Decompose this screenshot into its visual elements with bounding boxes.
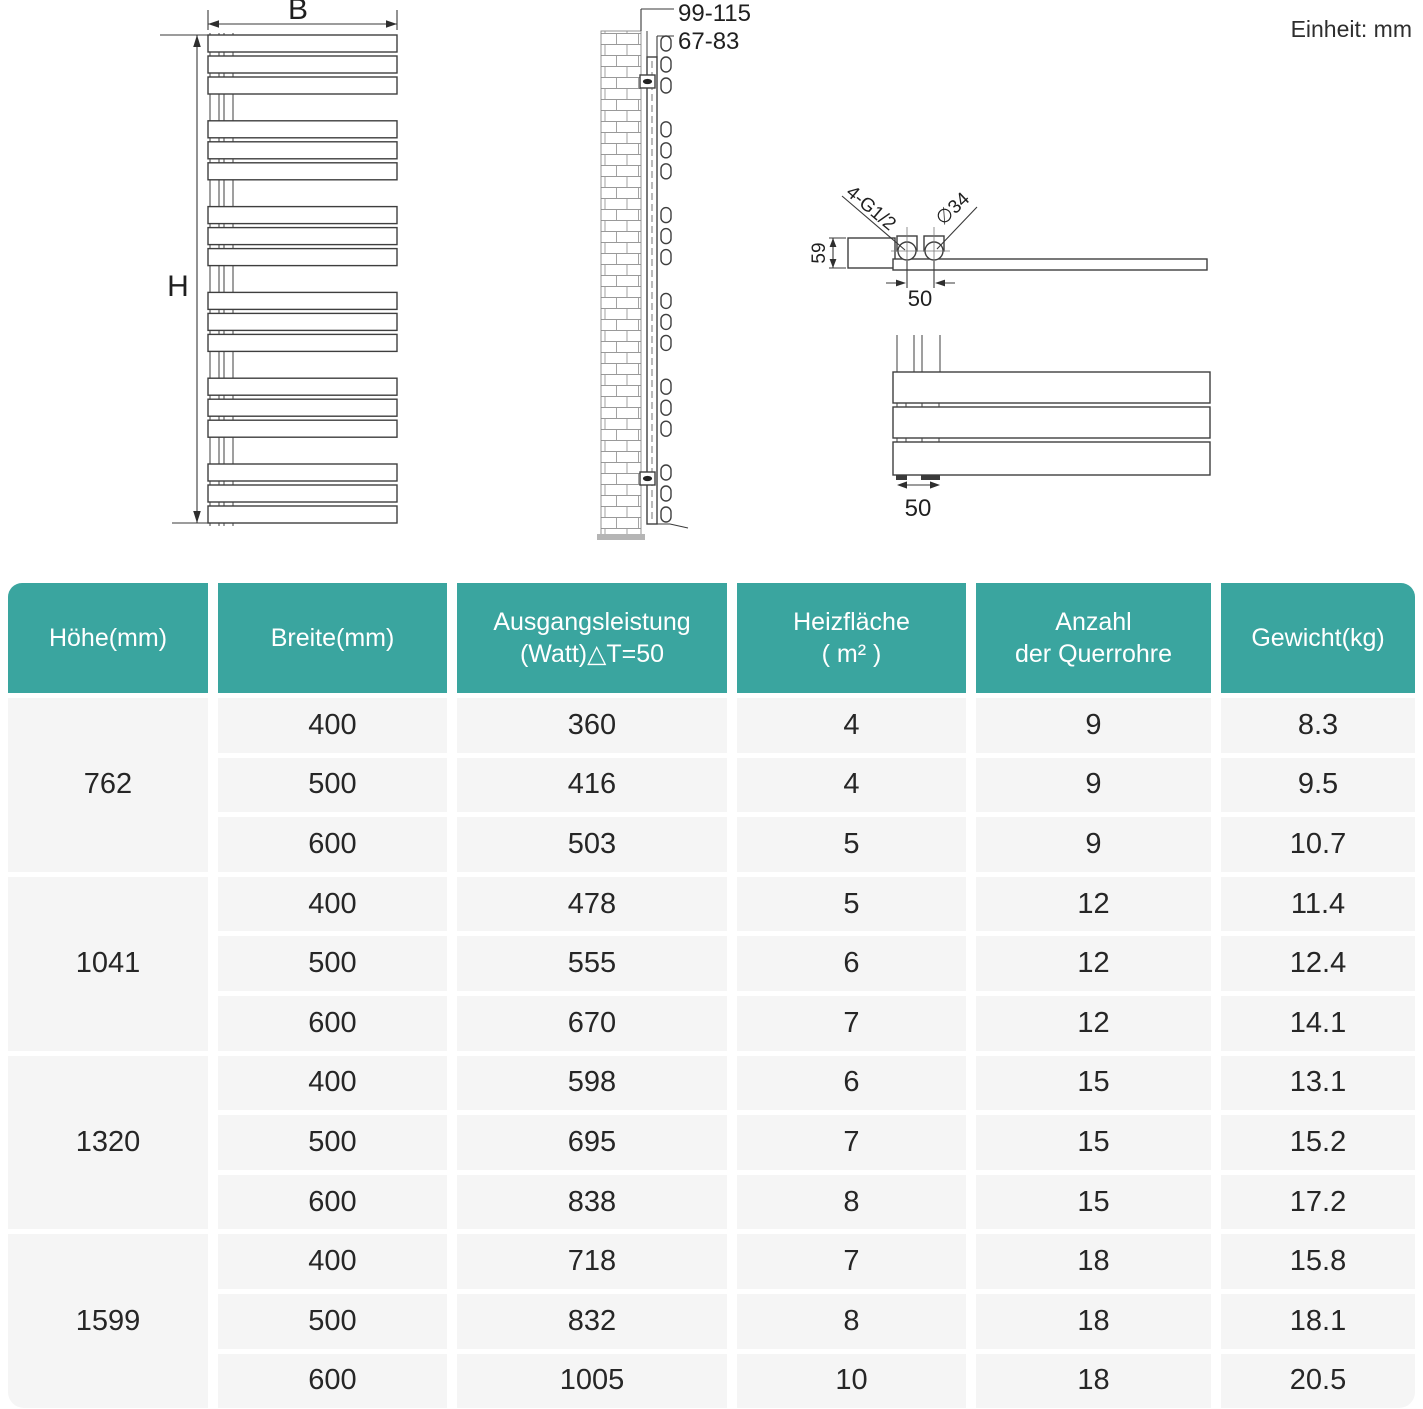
cell-querrohre: 18 — [976, 1354, 1211, 1409]
header-gewicht: Gewicht(kg) — [1221, 583, 1415, 693]
front-bar — [208, 485, 397, 502]
cell-gewicht: 17.2 — [1221, 1175, 1415, 1230]
crossbar — [893, 407, 1210, 438]
cell-heizflaeche: 6 — [737, 936, 966, 991]
side-bar — [661, 143, 671, 158]
cell-gewicht: 20.5 — [1221, 1354, 1415, 1409]
cell-leistung: 1005 — [457, 1354, 727, 1409]
cell-breite: 400 — [218, 1234, 447, 1289]
dim-collector-height-label: 59 — [809, 242, 830, 264]
arrow-right-icon — [386, 20, 397, 28]
cell-gewicht: 11.4 — [1221, 877, 1415, 932]
front-bar — [208, 292, 397, 309]
front-bar — [208, 249, 397, 266]
cell-heizflaeche: 8 — [737, 1175, 966, 1230]
side-bar — [661, 400, 671, 415]
collector-block — [848, 238, 895, 268]
front-bar — [208, 56, 397, 73]
cell-breite: 600 — [218, 1354, 447, 1409]
arrow-down-icon — [193, 511, 201, 523]
cell-gewicht: 15.8 — [1221, 1234, 1415, 1289]
front-bar — [208, 35, 397, 52]
cell-heizflaeche: 7 — [737, 1234, 966, 1289]
brick-wall — [601, 31, 641, 536]
cell-leistung: 555 — [457, 936, 727, 991]
cell-heizflaeche: 4 — [737, 698, 966, 753]
arrow-left-icon — [897, 481, 907, 488]
riser-pipes — [897, 335, 940, 372]
cell-leistung: 598 — [457, 1056, 727, 1111]
dim-wall-inner-label: 67-83 — [678, 28, 740, 55]
arrow-left-icon — [935, 280, 945, 287]
cell-heizflaeche: 10 — [737, 1354, 966, 1409]
wall-base — [597, 534, 645, 540]
panel-edge — [893, 259, 1207, 270]
cell-breite: 500 — [218, 1115, 447, 1170]
front-bar — [208, 464, 397, 481]
crossbar-detail — [893, 335, 1210, 522]
cell-querrohre: 18 — [976, 1234, 1211, 1289]
front-bar — [208, 334, 397, 351]
cell-breite: 600 — [218, 996, 447, 1051]
front-bar — [208, 121, 397, 138]
arrow-up-icon — [193, 35, 201, 47]
front-bar — [208, 378, 397, 395]
cell-leistung: 360 — [457, 698, 727, 753]
front-bar — [208, 399, 397, 416]
cell-gewicht: 14.1 — [1221, 996, 1415, 1051]
bracket-screw-icon — [643, 476, 652, 481]
header-querrohre: Anzahl der Querrohre — [976, 583, 1211, 693]
side-bar — [661, 57, 671, 72]
cell-leistung: 503 — [457, 817, 727, 872]
side-bar — [661, 314, 671, 329]
front-bar — [208, 420, 397, 437]
cell-querrohre: 18 — [976, 1294, 1211, 1349]
cell-leistung: 670 — [457, 996, 727, 1051]
front-bar — [208, 142, 397, 159]
cell-hoehe-group: 1041 — [8, 877, 208, 1051]
front-bar — [208, 77, 397, 94]
front-panel-bars — [208, 35, 397, 523]
cell-querrohre: 12 — [976, 996, 1211, 1051]
arrow-left-icon — [208, 20, 219, 28]
pipe-end-cap — [921, 475, 940, 480]
cell-gewicht: 18.1 — [1221, 1294, 1415, 1349]
front-bar — [208, 313, 397, 330]
side-bar — [661, 379, 671, 394]
cell-gewicht: 10.7 — [1221, 817, 1415, 872]
cell-heizflaeche: 4 — [737, 758, 966, 813]
header-hoehe: Höhe(mm) — [8, 583, 208, 693]
side-bar — [661, 208, 671, 223]
cell-leistung: 718 — [457, 1234, 727, 1289]
rail-foot — [657, 524, 688, 528]
cell-breite: 500 — [218, 1294, 447, 1349]
header-leistung: Ausgangsleistung (Watt)△T=50 — [457, 583, 727, 693]
side-bar — [661, 465, 671, 480]
vertical-pipes — [210, 33, 233, 526]
arrow-up-icon — [830, 238, 837, 247]
cell-gewicht: 13.1 — [1221, 1056, 1415, 1111]
cell-querrohre: 15 — [976, 1175, 1211, 1230]
cell-breite: 600 — [218, 1175, 447, 1230]
side-bar — [661, 486, 671, 501]
dim-diameter-label: ∅34 — [932, 188, 974, 230]
cell-breite: 400 — [218, 698, 447, 753]
side-bar — [661, 78, 671, 93]
cell-heizflaeche: 5 — [737, 877, 966, 932]
cell-querrohre: 9 — [976, 698, 1211, 753]
cell-breite: 500 — [218, 758, 447, 813]
arrow-down-icon — [830, 259, 837, 268]
cell-breite: 500 — [218, 936, 447, 991]
dim-wall-outer-label: 99-115 — [678, 0, 751, 27]
cell-querrohre: 9 — [976, 758, 1211, 813]
cell-breite: 400 — [218, 1056, 447, 1111]
cell-gewicht: 8.3 — [1221, 698, 1415, 753]
side-bar — [661, 507, 671, 522]
side-bar — [661, 421, 671, 436]
cell-querrohre: 12 — [976, 877, 1211, 932]
cell-breite: 400 — [218, 877, 447, 932]
front-view — [160, 0, 397, 526]
header-heizflaeche: Heizfläche ( m² ) — [737, 583, 966, 693]
cell-heizflaeche: 5 — [737, 817, 966, 872]
side-bar — [661, 293, 671, 308]
crossbar — [893, 372, 1210, 403]
cell-heizflaeche: 7 — [737, 1115, 966, 1170]
cell-querrohre: 15 — [976, 1115, 1211, 1170]
arrow-right-icon — [896, 280, 906, 287]
cell-leistung: 838 — [457, 1175, 727, 1230]
cell-hoehe-group: 1320 — [8, 1056, 208, 1230]
pipe-end-cap — [896, 475, 907, 480]
cell-heizflaeche: 7 — [737, 996, 966, 1051]
side-bar — [661, 36, 671, 51]
cell-querrohre: 12 — [976, 936, 1211, 991]
header-breite: Breite(mm) — [218, 583, 447, 693]
front-bar — [208, 207, 397, 224]
dim-width-label: B — [287, 0, 309, 26]
technical-drawing — [0, 0, 1423, 578]
dim-height-label: H — [167, 270, 189, 303]
front-bar — [208, 163, 397, 180]
arrow-right-icon — [930, 481, 940, 488]
front-bar — [208, 506, 397, 523]
dim-thread-label: 4-G1/2 — [841, 181, 900, 236]
cell-hoehe-group: 1599 — [8, 1234, 208, 1408]
cell-hoehe-group: 762 — [8, 698, 208, 872]
spec-table — [8, 583, 1415, 1408]
cell-breite: 600 — [218, 817, 447, 872]
side-bar — [661, 335, 671, 350]
crossbar — [893, 442, 1210, 475]
cell-gewicht: 15.2 — [1221, 1115, 1415, 1170]
dim-port-spacing-label: 50 — [907, 286, 933, 311]
bracket-screw-icon — [643, 79, 652, 84]
unit-label: Einheit: mm — [1290, 16, 1412, 42]
cell-gewicht: 9.5 — [1221, 758, 1415, 813]
side-bar — [661, 122, 671, 137]
cell-leistung: 832 — [457, 1294, 727, 1349]
front-bar — [208, 228, 397, 245]
side-bar — [661, 229, 671, 244]
cell-heizflaeche: 6 — [737, 1056, 966, 1111]
cell-querrohre: 9 — [976, 817, 1211, 872]
cell-leistung: 416 — [457, 758, 727, 813]
side-panel-bars — [661, 36, 671, 522]
cell-gewicht: 12.4 — [1221, 936, 1415, 991]
side-view — [597, 0, 751, 540]
cell-heizflaeche: 8 — [737, 1294, 966, 1349]
dim-bar-spacing-label: 50 — [904, 495, 932, 522]
connection-detail — [809, 182, 1207, 311]
cell-leistung: 478 — [457, 877, 727, 932]
side-bar — [661, 164, 671, 179]
cell-querrohre: 15 — [976, 1056, 1211, 1111]
side-bar — [661, 250, 671, 265]
cell-leistung: 695 — [457, 1115, 727, 1170]
